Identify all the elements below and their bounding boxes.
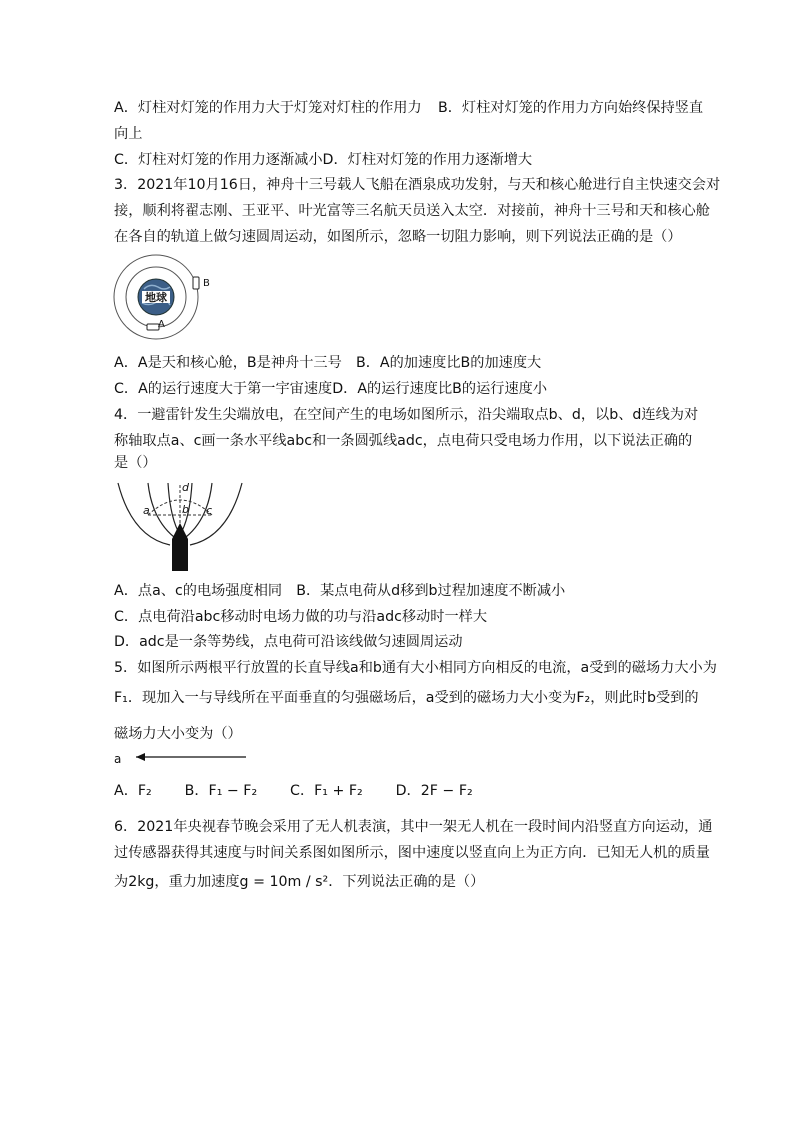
q6-stem-line-3: 为2kg，重力加速度g = 10m / s²．下列说法正确的是（） — [114, 874, 485, 890]
q4-stem-line-1: 4．一避雷针发生尖端放电，在空间产生的电场如图所示，沿尖端取点b、d，以b、d连线为对 — [114, 407, 699, 423]
q4-option-d: D．adc是一条等势线，点电荷可沿该线做匀速圆周运动 — [114, 634, 463, 650]
earth-label: 地球 — [145, 291, 167, 304]
q3-stem-line-2: 接，顺利将翟志刚、王亚平、叶光富等三名航天员送入太空．对接前，神舟十三号和天和核心舱 — [114, 203, 710, 219]
point-b-label: b — [182, 503, 189, 516]
wire-a-label: a — [114, 752, 122, 766]
orbit-figure — [110, 253, 220, 343]
point-a-label: a — [143, 504, 150, 517]
point-c-label: c — [206, 504, 213, 517]
q5-stem-line-3: 磁场力大小变为（） — [114, 726, 242, 742]
q4-options-ab: A．点a、c的电场强度相同 B．某点电荷从d移到b过程加速度不断减小 — [114, 583, 566, 599]
current-arrow-icon — [136, 753, 145, 761]
q2-option-a: A．灯柱对灯笼的作用力大于灯笼对灯柱的作用力 — [114, 100, 422, 116]
q3-options-ab: A．A是天和核心舱，B是神舟十三号 B．A的加速度比B的加速度大 — [114, 355, 542, 371]
q6-stem-line-2: 过传感器获得其速度与时间关系图如图所示，图中速度以竖直向上为正方向．已知无人机的质量 — [114, 845, 710, 861]
q4-stem-line-3: 是（） — [114, 455, 157, 471]
q2-option-cd: C．灯柱对灯笼的作用力逐渐减小D．灯柱对灯笼的作用力逐渐增大 — [114, 152, 533, 168]
q4-option-c: C．点电荷沿abc移动时电场力做的功与沿adc移动时一样大 — [114, 609, 488, 625]
satellite-b-icon — [193, 277, 199, 289]
label-b: B — [203, 278, 210, 289]
q2-option-b: B．灯柱对灯笼的作用力方向始终保持竖直 — [438, 100, 704, 116]
q5-stem-line-1: 5．如图所示两根平行放置的长直导线a和b通有大小相同方向相反的电流，a受到的磁场力大小为 — [114, 660, 717, 676]
q3-stem-line-1: 3．2021年10月16日，神舟十三号载人飞船在酒泉成功发射，与天和核心舱进行自主快速交会对 — [114, 177, 721, 193]
q4-stem-line-2: 称轴取点a、c画一条水平线abc和一条圆弧线adc，点电荷只受电场力作用，以下说法正确的 — [114, 433, 693, 449]
q6-stem-line-1: 6．2021年央视春节晚会采用了无人机表演，其中一架无人机在一段时间内沿竖直方向运动，通 — [114, 819, 713, 835]
q5-stem-line-2: F₁．现加入一与导线所在平面垂直的匀强磁场后，a受到的磁场力大小变为F₂，则此时b受到的 — [114, 690, 699, 706]
q5-options: A．F₂ B．F₁ − F₂ C．F₁ + F₂ D．2F − F₂ — [114, 783, 473, 799]
q3-options-cd: C．A的运行速度大于第一宇宙速度D．A的运行速度比B的运行速度小 — [114, 381, 548, 397]
q3-stem-line-3: 在各自的轨道上做匀速圆周运动，如图所示，忽略一切阻力影响，则下列说法正确的是（） — [114, 229, 682, 245]
label-a: A — [158, 319, 165, 330]
q2-option-b-cont: 向上 — [114, 126, 143, 142]
lightning-rod — [172, 523, 188, 571]
wire-figure — [112, 749, 252, 769]
point-d-label: d — [182, 481, 189, 494]
lightning-rod-figure — [112, 479, 248, 571]
